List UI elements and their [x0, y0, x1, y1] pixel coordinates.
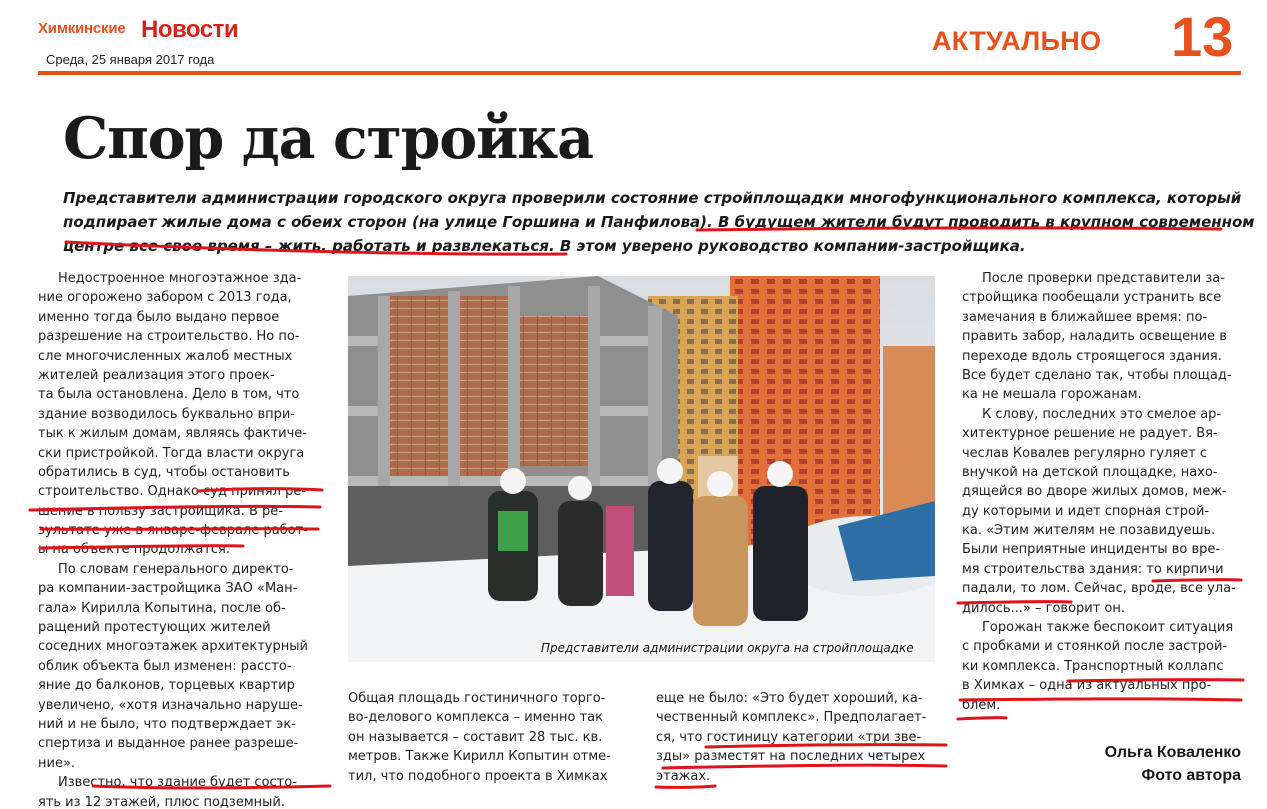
text-line: Известно, что здание будет состо-	[58, 775, 297, 791]
text-line: чеслав Ковалев регулярно гуляет с	[962, 445, 1208, 461]
header-rule	[38, 71, 1241, 75]
photo-caption: Представители администрации округа на стройплощадке	[538, 641, 917, 655]
text-line: зультате уже в январе-феврале работ-	[38, 523, 308, 539]
text-line: ся, что гостиницу категории «три зве-	[656, 729, 922, 745]
text-line: ращений протестующих жителей	[38, 620, 271, 636]
text-line: увеличено, «хотя изначально наруше-	[38, 697, 303, 713]
text-line: стройщика пообещали устранить все	[962, 290, 1222, 306]
text-line: Недостроенное многоэтажное зда-	[58, 271, 302, 286]
text-line: жителей реализация этого проек-	[38, 367, 275, 383]
text-line: тил, что подобного проекта в Химках	[348, 768, 608, 784]
text-line: хитектурное решение не радует. Вя-	[962, 426, 1218, 442]
text-line: тык к жилым домам, являясь фактиче-	[38, 426, 307, 442]
issue-date: Среда, 25 января 2017 года	[46, 52, 215, 67]
text-line: шение в пользу застройщика. В ре-	[38, 503, 283, 519]
text-line: замечания в ближайшее время: по-	[962, 309, 1208, 325]
brand-name: Новости	[141, 16, 239, 43]
text-line: внучкой на детской площадке, нахо-	[962, 464, 1218, 480]
text-line: переходе вдоль строящегося здания.	[962, 348, 1222, 364]
col3-underline-3	[656, 786, 715, 787]
text-line: этажах.	[656, 768, 711, 784]
text-line: ка не мешала горожанам.	[962, 387, 1142, 403]
text-line: метров. Также Кирилл Копытин отме-	[348, 749, 611, 765]
section-title: АКТУАЛЬНО	[932, 26, 1102, 56]
text-line: дилось...» – говорит он.	[962, 600, 1126, 616]
text-line: ки комплекса. Транспортный коллапс	[962, 658, 1224, 674]
text-line: мя строительства здания: то кирпичи	[962, 561, 1224, 577]
text-line: дящейся во дворе жилых домов, меж-	[962, 484, 1227, 500]
construction-site-photo	[348, 276, 935, 662]
article-column-3	[656, 689, 936, 786]
article-column-4	[962, 269, 1242, 715]
text-line: еще не было: «Это будет хороший, ка-	[656, 691, 923, 706]
text-line: ние огорожено забором с 2013 года,	[38, 290, 292, 306]
text-line: спертиза и выданное ранее разреше-	[38, 736, 299, 752]
text-line: с пробками и стоянкой после застрой-	[962, 639, 1228, 655]
text-line: ний и не было, что подтверждает эк-	[38, 716, 296, 732]
text-line: блем.	[962, 697, 1001, 713]
text-line: разрешение на строительство. Но по-	[38, 329, 300, 345]
text-line: ы на объекте продолжатся.	[38, 542, 231, 558]
text-line: он называется – составит 28 тыс. кв.	[348, 729, 603, 745]
text-line: ка. «Этим жителям не позавидуешь.	[962, 523, 1216, 539]
text-line: яние до балконов, торцевых квартир	[38, 678, 295, 694]
text-line: строительство. Однако суд принял ре-	[38, 484, 307, 500]
text-line: К слову, последних это смелое ар-	[982, 406, 1222, 422]
text-line: править забор, наладить освещение в	[962, 329, 1227, 345]
text-line: Все будет сделано так, чтобы площад-	[962, 367, 1232, 383]
text-line: в Химках – одна из актуальных про-	[962, 678, 1212, 694]
text-line: сле многочисленных жалоб местных	[38, 348, 293, 364]
article-column-1	[38, 269, 321, 809]
lead-line: Представители администрации городского округа проверили состояние стройплощадки многофункционального комплекса, который	[63, 189, 1242, 207]
lead-line: подпирает жилые дома с обеих сторон (на улице Горшина и Панфилова). В будущем жители будут проводить в крупном современном	[63, 213, 1255, 231]
text-line: та была остановлена. Дело в том, что	[38, 387, 300, 403]
text-line: Общая площадь гостиничного торго-	[348, 691, 606, 706]
text-line: обратились в суд, чтобы остановить	[38, 464, 290, 480]
text-line: Были неприятные инциденты во вре-	[962, 542, 1221, 558]
author-name: Ольга Коваленко	[1104, 744, 1241, 761]
article-lead	[63, 186, 1255, 258]
text-line: По словам генерального директо-	[58, 561, 294, 577]
brand-small: Химкинские	[38, 20, 126, 37]
byline	[1105, 741, 1241, 787]
text-line: здание возводилось буквально впри-	[38, 406, 296, 422]
text-line: именно тогда было выдано первое	[38, 309, 280, 325]
page-number: 13	[1171, 5, 1234, 68]
text-line: чественный комплекс». Предполагает-	[656, 710, 927, 726]
text-line: Горожан также беспокоит ситуация	[982, 620, 1234, 636]
article-headline: Спор да стройка	[63, 105, 593, 172]
text-line: падали, то лом. Сейчас, вроде, все ула-	[962, 581, 1236, 597]
text-line: ски пристройкой. Тогда власти округа	[38, 445, 305, 461]
text-line: ние».	[38, 755, 76, 771]
lead-line: центре все свое время – жить, работать и развлекаться. В этом уверено руководство компании-застройщика.	[63, 237, 1026, 255]
article-column-2	[348, 689, 638, 786]
article-photo	[348, 276, 935, 662]
text-line: ду которыми и идет спорная строй-	[962, 503, 1210, 519]
text-line: гала» Кирилла Копытина, после об-	[38, 600, 286, 616]
text-line: ять из 12 этажей, плюс подземный.	[38, 794, 285, 809]
text-line: После проверки представители за-	[982, 271, 1225, 286]
text-line: ра компании-застройщика ЗАО «Ман-	[38, 581, 298, 597]
col4-underline-5	[958, 718, 1006, 719]
text-line: зды» разместят на последних четырех	[656, 749, 926, 765]
text-line: соседних многоэтажек архитектурный	[38, 639, 308, 655]
text-line: во-делового комплекса – именно так	[348, 710, 603, 726]
photo-credit: Фото автора	[1141, 767, 1241, 784]
text-line: облик объекта был изменен: рассто-	[38, 658, 292, 674]
